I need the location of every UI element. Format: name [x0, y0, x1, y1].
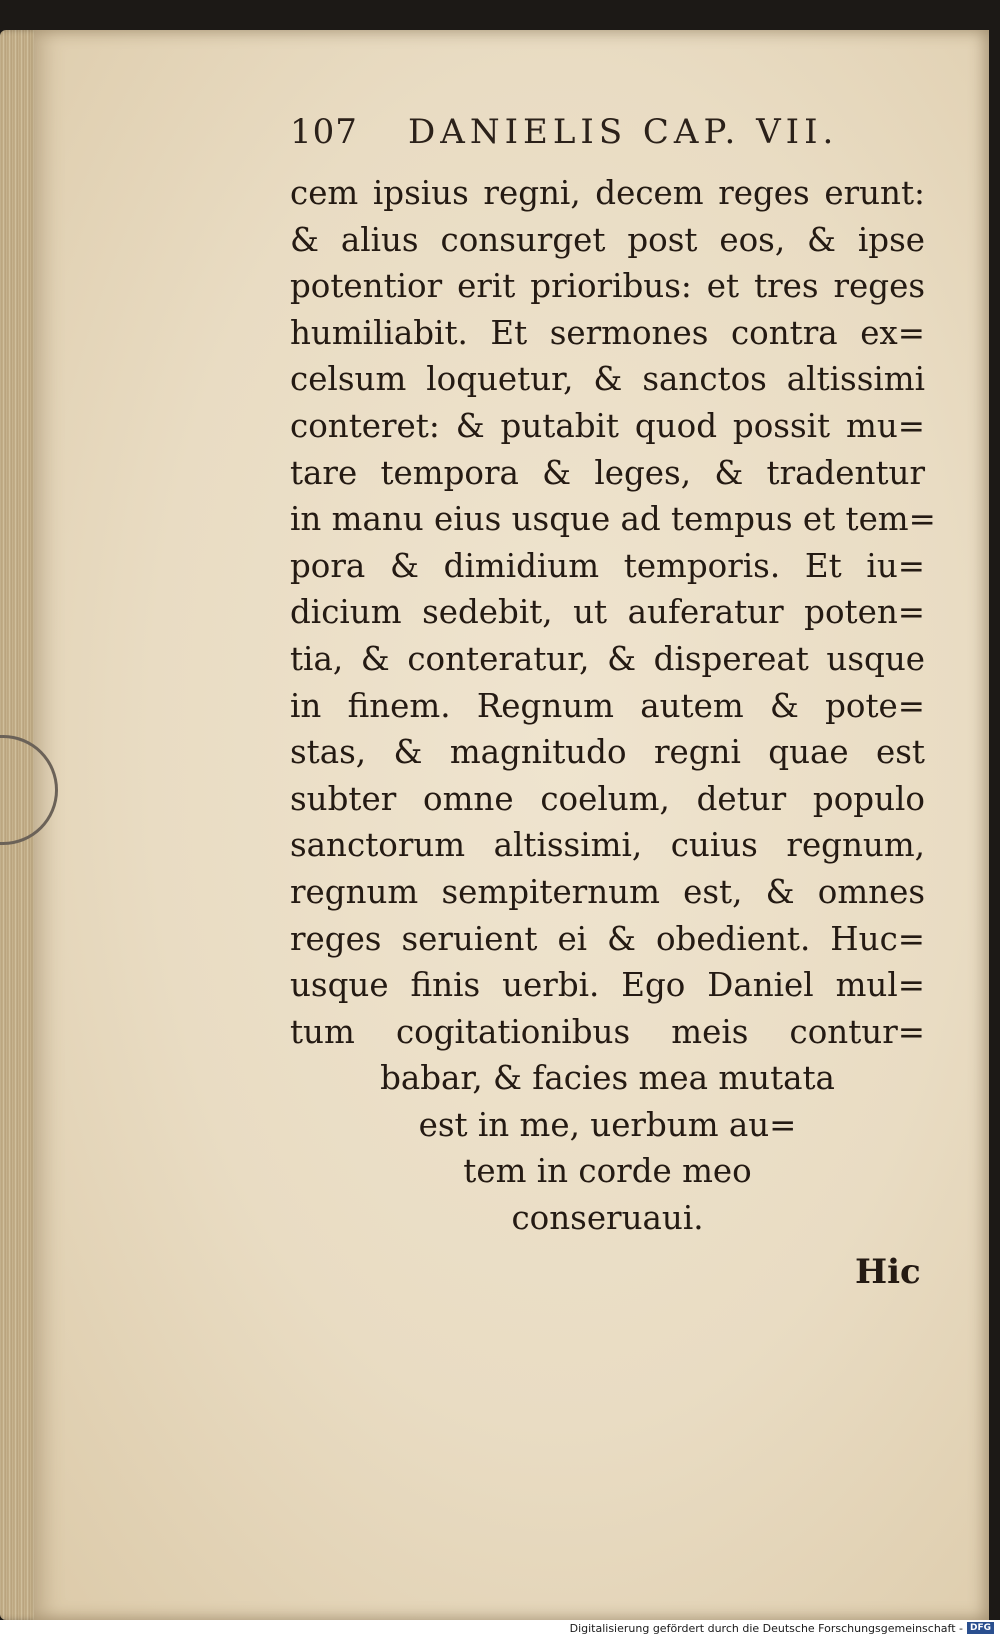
text-line: celsum loquetur, & sanctos altissimi — [290, 360, 925, 399]
text-line: tare tempora & leges, & tradentur — [290, 453, 925, 492]
text-line: potentior erit prioribus: et tres reges — [290, 267, 925, 306]
text-line: cem ipsius regni, decem reges erunt: — [290, 174, 925, 212]
text-line-taper: tem in corde meo — [463, 1152, 752, 1191]
text-line: pora & dimidium temporis. Et iu= — [290, 546, 925, 585]
text-line: humiliabit. Et sermones contra ex= — [290, 313, 925, 352]
footer-credit-text: Digitalisierung gefördert durch die Deutsche Forschungsgemeinschaft - — [569, 1622, 963, 1635]
catchword: Hic — [855, 1252, 921, 1292]
text-line: conteret: & putabit quod possit mu= — [290, 406, 925, 445]
text-line-taper: conseruaui. — [511, 1199, 704, 1238]
text-line: regnum sempiternum est, & omnes — [290, 872, 925, 911]
text-line: subter omne coelum, detur populo — [290, 779, 925, 818]
text-line: & alius consurget post eos, & ipse — [290, 220, 925, 259]
running-title: DANIELIS CAP. VII. — [408, 112, 839, 152]
running-head — [290, 112, 870, 158]
text-line: in manu eius usque ad tempus et tem= — [290, 500, 936, 539]
text-line-taper: babar, & facies mea mutata — [380, 1059, 835, 1098]
text-line: stas, & magnitudo regni quae est — [290, 733, 925, 772]
text-line: usque finis uerbi. Ego Daniel mul= — [290, 966, 925, 1005]
text-line: tia, & conteratur, & dispereat usque — [290, 639, 925, 678]
dfg-logo: DFG — [967, 1622, 994, 1634]
text-line: in finem. Regnum autem & pote= — [290, 686, 925, 725]
text-block — [290, 170, 936, 1242]
text-line: tum cogitationibus meis contur= — [290, 1012, 925, 1051]
text-line: dicium sedebit, ut auferatur poten= — [290, 593, 925, 632]
text-line: reges seruient ei & obedient. Huc= — [290, 919, 925, 958]
footer-credit — [570, 1622, 994, 1635]
text-line-taper: est in me, uerbum au= — [418, 1105, 797, 1144]
folio-number: 107 — [290, 112, 358, 152]
text-line: sanctorum altissimi, cuius regnum, — [290, 826, 925, 865]
